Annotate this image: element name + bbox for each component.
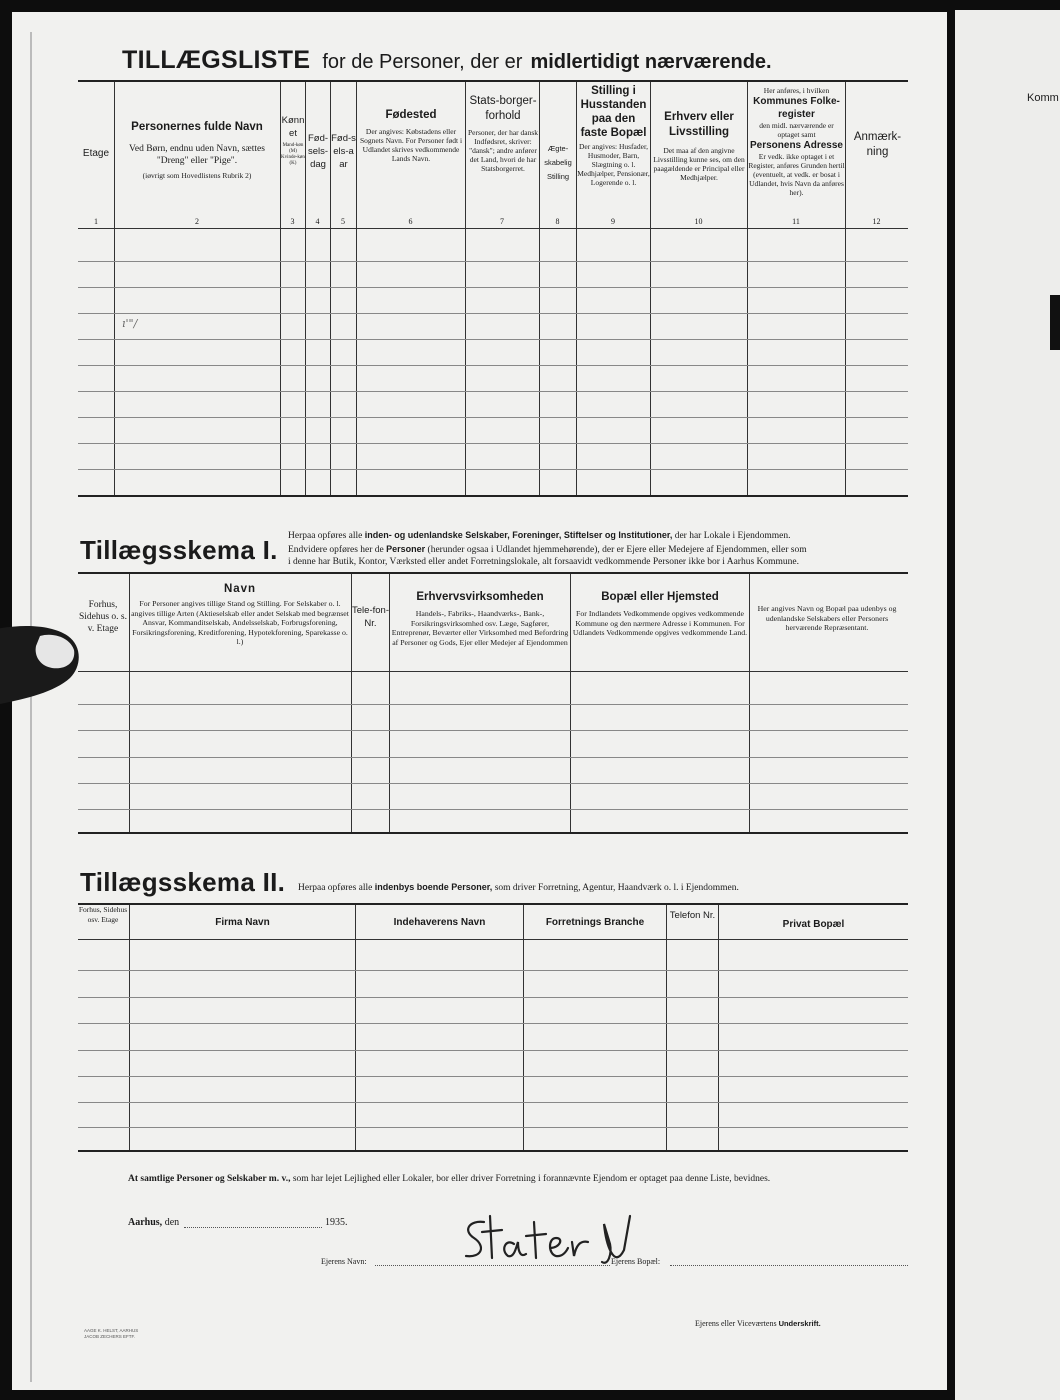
col-occupation-head: Erhverv eller Livsstilling	[664, 111, 734, 138]
col-num: 10	[694, 217, 703, 226]
schema1-col-business-head: Erhvervsvirksomheden	[416, 591, 544, 603]
col-num: 9	[611, 217, 615, 226]
schema2-col-phone: Telefon Nr.	[669, 910, 716, 921]
col-household-sub: Der angives: Husfader, Husmoder, Barn, Slægtning o. l. Medhjælper, Pensionær, Logerende o. l.	[577, 142, 650, 187]
right-page-text: Komm	[1027, 92, 1059, 104]
schema2-col-branch: Forretnings Branche	[545, 917, 645, 928]
col-remarks-head: Anmærk-ning	[853, 131, 902, 158]
col-num: 1	[94, 217, 98, 226]
schema1-col-name-sub: For Personer angives tillige Stand og Stilling. For Selskaber o. l. angives tillige Arten (Aktieselskab eller andet Selskab med begrænset Ansvar, Kommanditselskab, Andelsselskab, Forbrugsforening, Forsikringsforening, Kreditforening, Hypotekforening, Sparekasse o. l.)	[131, 599, 349, 646]
col-name-header	[116, 120, 278, 180]
title-emphasis: midlertidigt nærværende.	[530, 51, 772, 73]
schema1-intro3: i denne har Butik, Kontor, Værksted eller andet Forretningslokale, alt forsaavidt vedkommende Personer ikke bor i Aarhus Kommune.	[288, 557, 800, 567]
col-register-sub2: Er vedk. ikke optaget i et Register, anføres Grunden hertil (eventuelt, at vedk. er bosat i Udlandet, hvis Navn da anføres her).	[748, 152, 845, 197]
schema2-col-owner: Indehaverens Navn	[393, 917, 486, 928]
schema1-title: Tillægsskema I.	[80, 535, 278, 565]
col-register-sub: den midl. nærværende er optaget samt	[759, 121, 834, 139]
schema1-intro2-a: Endvidere opføres her de	[288, 544, 384, 555]
schema1-intro-c: der har Lokale i Ejendommen.	[674, 531, 791, 541]
owner-name-label: Ejerens Navn:	[321, 1257, 367, 1266]
schema1-intro2-b: Personer	[386, 543, 426, 554]
schema2-intro-c: som driver Forretning, Agentur, Haandværk o. l. i Ejendommen.	[494, 883, 739, 893]
schema1-col-business-header	[391, 590, 569, 647]
schema1-col-name-head: Navn	[223, 583, 257, 595]
col-num: 4	[315, 217, 320, 226]
col-register-header	[748, 86, 845, 197]
owner-residence-label: Ejerens Bopæl:	[611, 1257, 661, 1266]
certification-text-b: som har lejet Lejlighed eller Lokaler, bor eller driver Forretning i forannævnte Ejendom er optaget paa denne Liste, bevidnes.	[292, 1174, 771, 1184]
certification-text-a: At samtlige Personer og Selskaber m. v.,	[128, 1174, 291, 1184]
col-etage-head: Etage	[82, 148, 110, 159]
col-num: 11	[792, 217, 800, 226]
col-sex-head: Kønnet	[281, 115, 305, 139]
col-register-head2: Personens Adresse	[749, 140, 843, 151]
handwritten-mark: ı'"/	[122, 317, 138, 330]
schema1-intro-b: inden- og udenlandske Selskaber, Foreninger, Stiftelser og Institutioner,	[364, 530, 673, 540]
col-citizenship-header	[467, 94, 539, 173]
schema1-intro2-c: (herunder ogsaa i Udlandet hjemmehørende), der er Ejere eller Medejere af Ejendommen, eller som	[427, 544, 807, 555]
schema2-title: Tillægsskema II.	[80, 867, 286, 897]
col-num: 12	[872, 217, 881, 226]
schema1-col-etage: Forhus, Sidehus o. s. v. Etage	[78, 600, 128, 634]
finger-overlay	[0, 610, 86, 720]
col-num: 6	[408, 217, 413, 226]
schema2-col-etage: Forhus, Sidehus osv. Etage	[78, 905, 128, 924]
col-birthplace-sub: Der angives: Købstadens eller Sognets Navn. For Personer født i Udlandet skrives vedkommende Lands Navn.	[359, 127, 463, 163]
col-citizenship-sub: Personer, der har dansk Indfødsret, skriver: "dansk"; andre anfører det Land, hvori de har Statsborgerret.	[467, 128, 539, 173]
schema1-intro-a: Herpaa opføres alle	[288, 531, 363, 541]
place: Aarhus,	[128, 1217, 163, 1228]
col-num: 3	[290, 217, 295, 226]
col-occupation-sub: Det maa af den angivne Livsstilling kunne ses, om den paagældende er Principal eller Medhjælper.	[653, 146, 745, 182]
owner-signature	[452, 1192, 652, 1292]
signature-caption-a: Ejerens eller Viceværtens	[695, 1319, 777, 1328]
schema1-col-business-sub: Handels-, Fabriks-, Haandværks-, Bank-, Forsikringsvirksomhed osv. Læge, Sagfører, Entreprenør, Beværter eller Virksomhed med Befordring af Personer og Gods, Ejer eller Medejer af Ejendommen	[391, 609, 569, 647]
certification-text	[128, 1174, 770, 1184]
schema2-intro	[298, 882, 739, 893]
col-birthday-head: Fød-sels-dag	[307, 133, 329, 170]
schema2-intro-b: indenbys boende Personer,	[374, 882, 493, 892]
signature-caption-b: Underskrift.	[778, 1319, 821, 1328]
schema1-col-residence-header	[572, 590, 748, 638]
col-sex-header	[281, 114, 305, 167]
col-birthyear-head: Fød-sels-aar	[331, 133, 356, 170]
schema1-intro	[288, 529, 910, 569]
col-num: 5	[341, 217, 345, 226]
col-name-sub2: (iøvrigt som Hovedlistens Rubrik 2)	[142, 171, 252, 180]
col-household-header	[577, 84, 650, 187]
schema2-col-private-residence: Privat Bopæl	[782, 919, 845, 930]
schema1-col-residence-head: Bopæl eller Hjemsted	[601, 591, 719, 603]
col-register-pre: Her anføres, i hvilken	[763, 86, 830, 95]
year: 1935.	[325, 1217, 348, 1228]
col-num: 8	[555, 217, 560, 226]
printer-line1: AAGE K. HELST, AARHUS	[84, 1328, 139, 1333]
schema1-col-residence-sub: For Indlandets Vedkommende opgives vedkommende Kommune og den nærmere Adresse i Kommunen. For Udlandets Vedkommende opgives vedkommende Land.	[572, 609, 748, 637]
right-page	[955, 10, 1060, 1400]
col-name-head: Personernes fulde Navn	[131, 121, 263, 133]
schema1-col-phone: Tele-fon-Nr.	[352, 605, 389, 629]
col-citizenship-head: Stats-borger-forhold	[469, 95, 537, 122]
schema2-col-firm: Firma Navn	[215, 917, 270, 928]
title-rest: for de Personer, der er	[322, 51, 523, 73]
schema1-col-name-header	[131, 582, 349, 647]
col-household-head: Stilling i Husstanden paa den faste Bopæl	[580, 85, 647, 139]
col-occupation-header	[652, 110, 746, 182]
printer-imprint	[84, 1328, 138, 1340]
col-num: 2	[195, 217, 199, 226]
col-sex-sub: Mand-køn (M) Kvinde-køn (K)	[281, 143, 305, 166]
form-page	[12, 12, 947, 1390]
col-birthplace-header	[358, 108, 464, 163]
den-label: den	[164, 1217, 180, 1228]
printer-line2: JACOB ZECHERS EFTF.	[84, 1334, 136, 1339]
col-marital-head: Ægte-skabelig Stilling	[544, 144, 572, 181]
date-field[interactable]	[184, 1227, 322, 1228]
owner-residence-field[interactable]	[670, 1265, 908, 1266]
schema1-col-representative: Her angives Navn og Bopæl paa udenbys og udenlandske Selskabers eller Personers herværende Repræsentant.	[757, 604, 897, 632]
schema2-intro-a: Herpaa opføres alle	[298, 883, 373, 893]
col-name-sub: Ved Børn, endnu uden Navn, sættes "Dreng" eller "Pige".	[129, 144, 265, 166]
right-page-dark-edge	[1050, 295, 1060, 350]
col-birthplace-head: Fødested	[385, 109, 437, 121]
title-main: TILLÆGSLISTE	[122, 46, 311, 74]
col-num: 7	[500, 217, 504, 226]
form-title	[122, 46, 772, 75]
signature-caption	[695, 1319, 821, 1328]
col-register-head: Kommunes Folke-register	[753, 96, 840, 120]
place-date-line	[128, 1217, 179, 1228]
